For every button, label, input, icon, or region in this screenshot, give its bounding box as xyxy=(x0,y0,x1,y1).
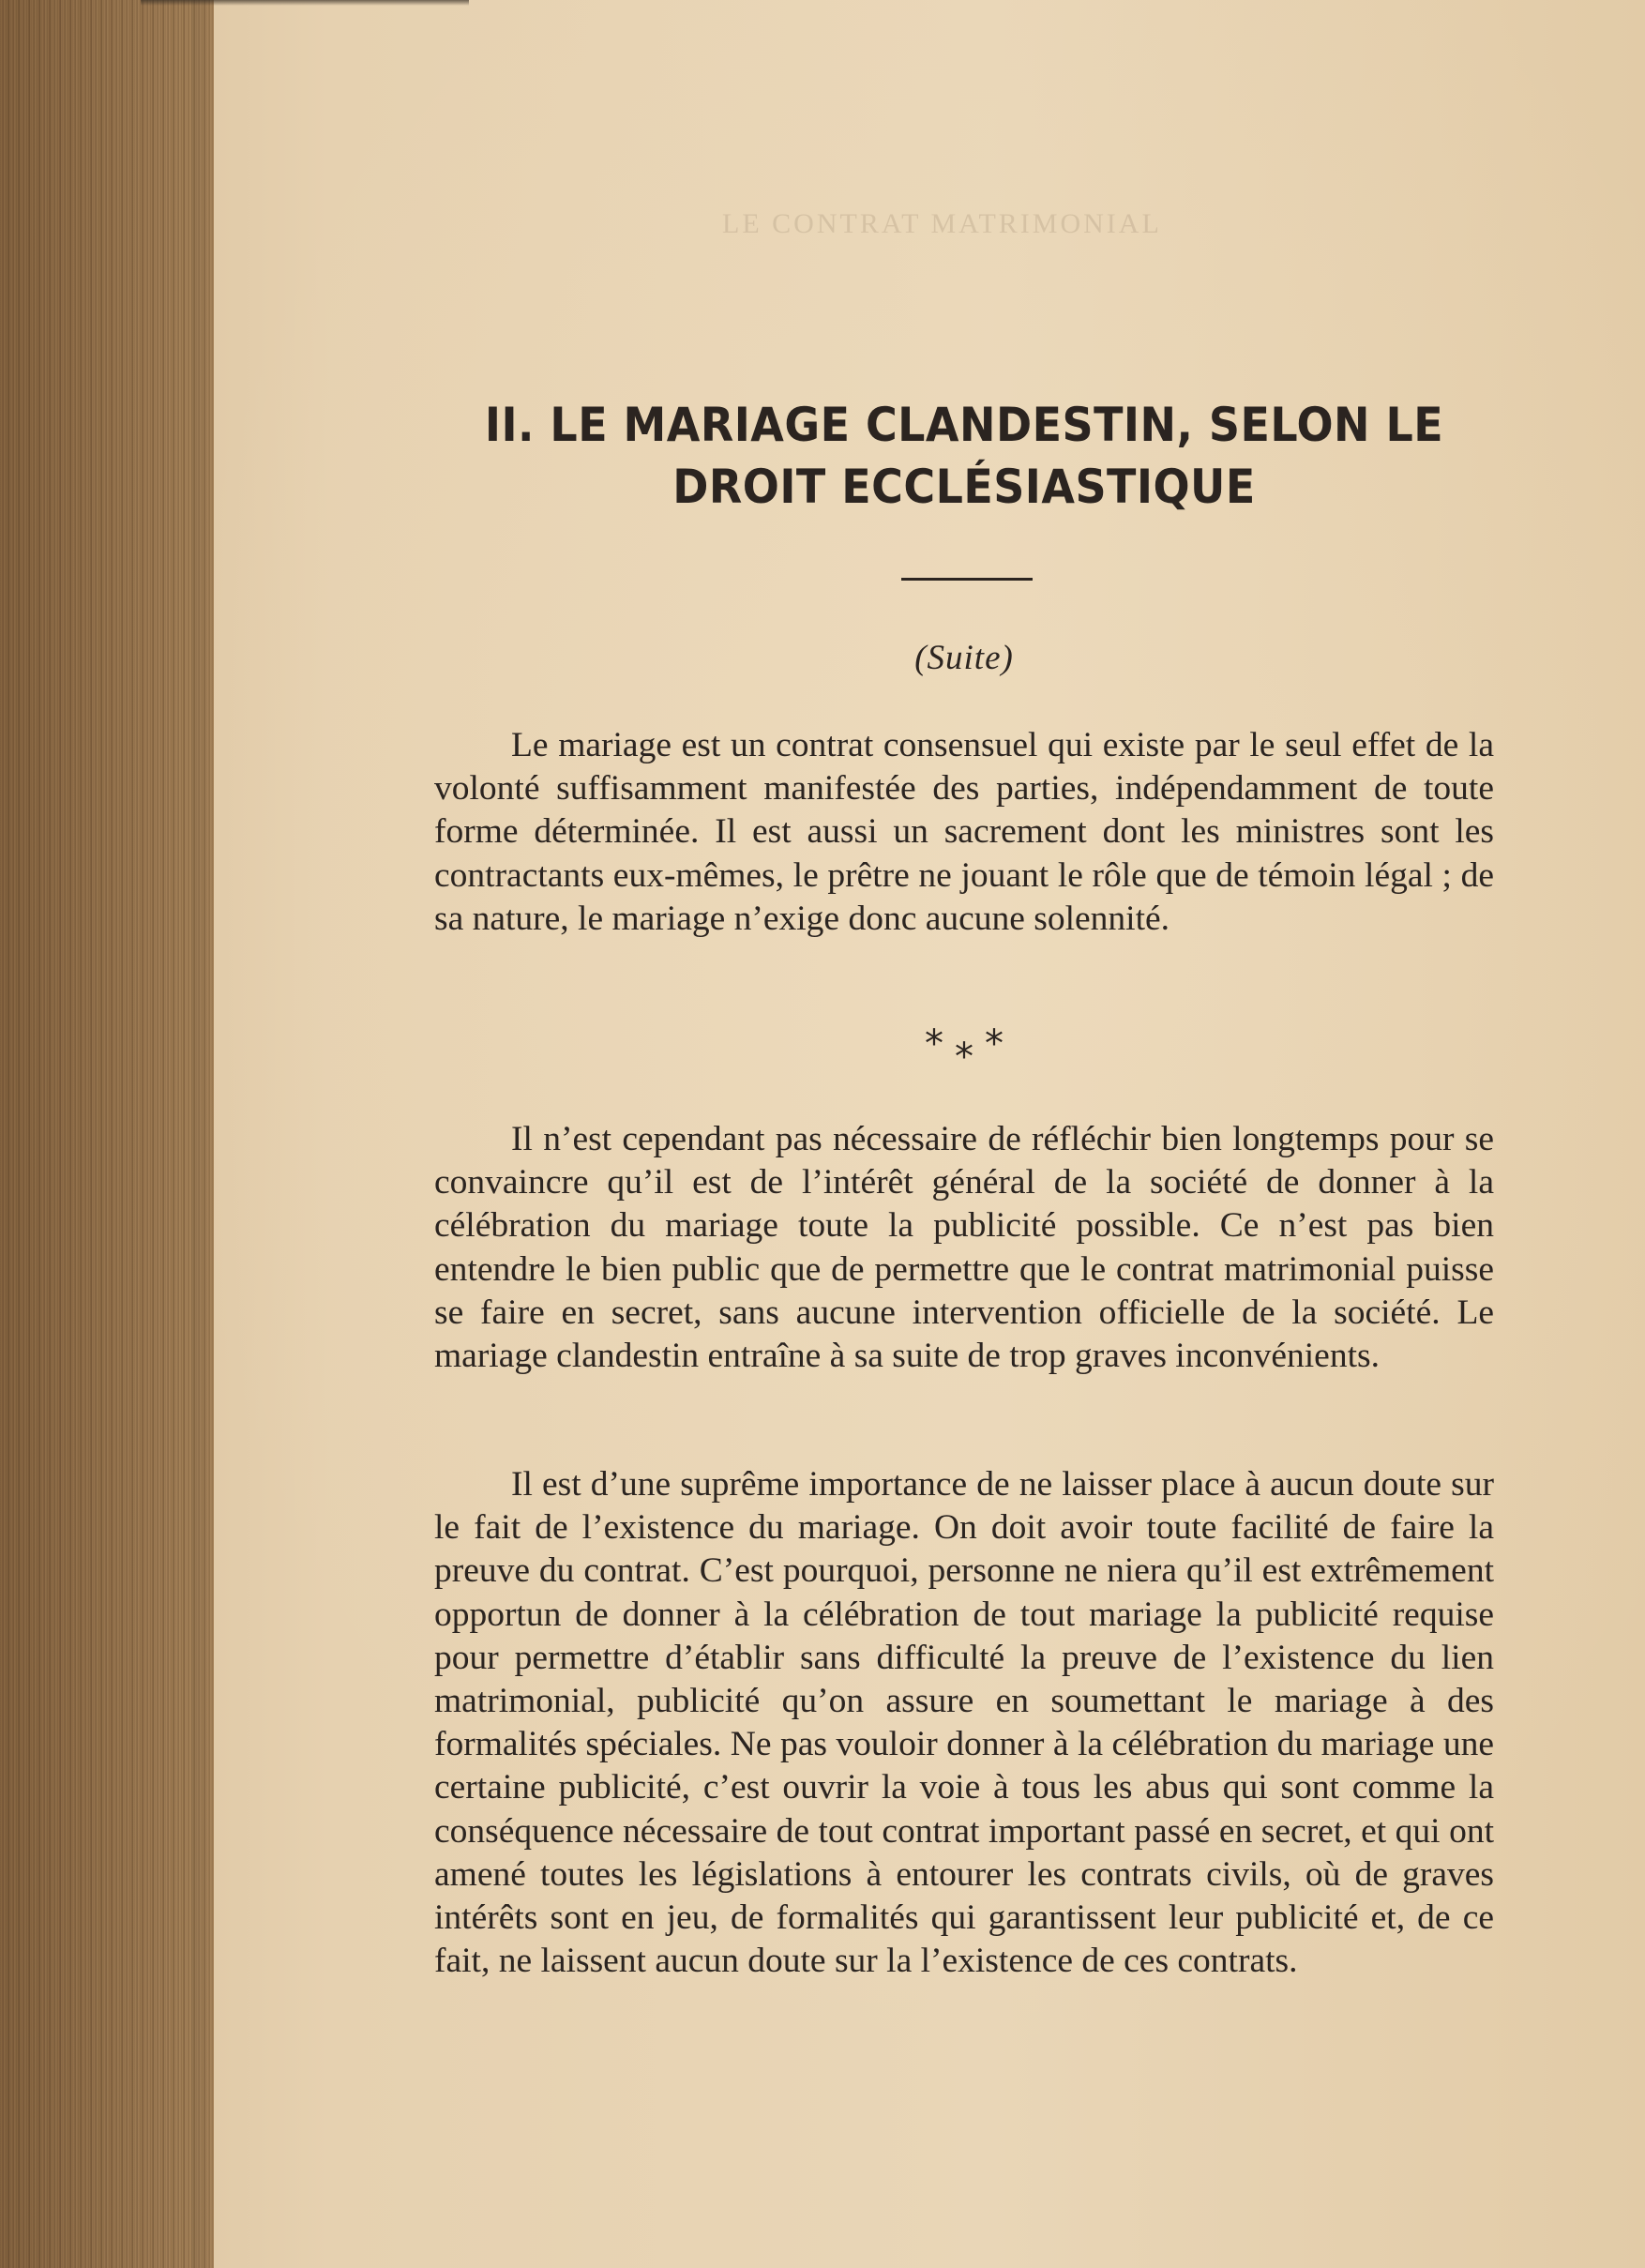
asterism-star-1: * xyxy=(925,1022,943,1066)
bleed-through-header: LE CONTRAT MATRIMONIAL xyxy=(722,208,1162,239)
chapter-title-line-1: II. LE MARIAGE CLANDESTIN, SELON LE xyxy=(484,398,1444,452)
asterism-star-3: * xyxy=(985,1022,1004,1066)
page-stack-edge xyxy=(0,0,214,2268)
paragraph-3: Il est d’une suprême importance de ne laisser place à aucun doute sur le fait de l’existence du mariage. On doit avoir toute facilité de faire la preuve du contrat. C’est pourquoi, personne ne niera qu’il est extrêmement opportun de donner à la célébration de tout mariage la publicité requise pour permettre d’établir sans difficulté la preuve de l’existence du lien matrimonial, publicité qu’on assure en soumettant le mariage à des formalités spéciales. Ne pas vouloir donner à la célébration du mariage une certaine publicité, c’est ouvrir la voie à tous les abus qui sont comme la conséquence nécessaire de tout contrat important passé en secret, et qui ont amené toutes les législations à entourer les contrats civils, où de graves intérêts sont en jeu, de formalités qui garantissent leur publicité et, de ce fait, ne laissent aucun doute sur la l’existence de ces contrats. xyxy=(434,1465,1494,1981)
chapter-title-line-2: DROIT ECCLÉSIASTIQUE xyxy=(672,460,1256,514)
asterism-star-2: * xyxy=(955,1036,973,1079)
top-edge-shadow xyxy=(141,0,469,6)
paragraph-block-3 xyxy=(434,1463,1494,1983)
paragraph-2: Il n’est cependant pas nécessaire de réfléchir bien longtemps pour se convaincre qu’il est de l’intérêt général de la société de donner à la célébration du mariage toute la publicité possible. Ce n’est pas bien entendre le bien public que de permettre que le contrat matrimonial puisse se faire en secret, sans aucune intervention officielle de la société. Le mariage clandestin entraîne à sa suite de trop graves inconvénients. xyxy=(434,1120,1494,1376)
subtitle-suite: (Suite) xyxy=(914,639,1014,677)
chapter-title xyxy=(476,394,1452,518)
paragraph-block-2 xyxy=(434,1118,1494,1378)
title-divider xyxy=(901,578,1033,581)
paragraph-block-1 xyxy=(434,724,1494,941)
paragraph-1: Le mariage est un contrat consensuel qui existe par le seul effet de la volonté suffisamment manifestée des parties, indépendamment de toute forme déterminée. Il est aussi un sacrement dont les ministres sont les contractants eux-mêmes, le prêtre ne jouant le rôle que de témoin légal ; de sa nature, le mariage n’exige donc aucune solennité. xyxy=(434,726,1494,938)
asterism-separator xyxy=(434,1022,1494,1079)
